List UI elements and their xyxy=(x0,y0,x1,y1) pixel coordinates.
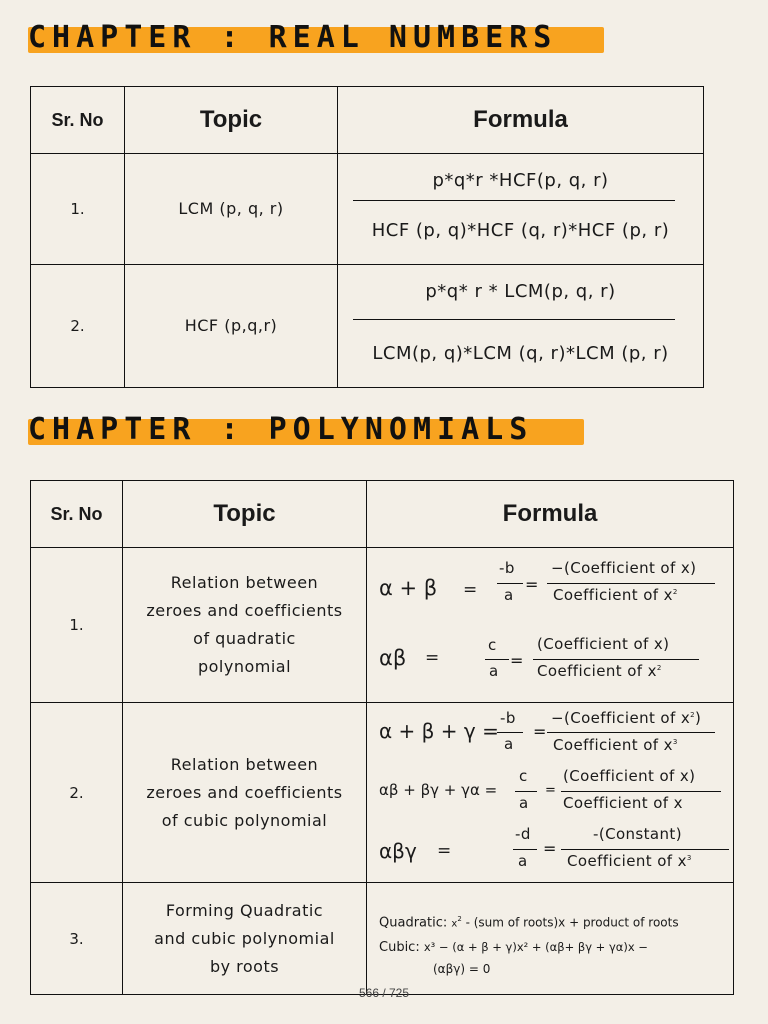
fraction-denominator: Coefficient of x xyxy=(563,794,683,812)
fraction-bar xyxy=(547,732,715,733)
fraction-bar xyxy=(497,732,523,733)
fraction xyxy=(338,265,703,387)
formula-block xyxy=(367,703,733,882)
topic-line: zeroes and coefficients xyxy=(146,782,343,802)
fraction-bar xyxy=(497,583,523,584)
header-formula: Formula xyxy=(367,481,734,548)
formula-cell xyxy=(367,883,734,995)
denominator-text: Coefficient of x xyxy=(553,586,673,604)
fraction-numerator: p*q*r *HCF(p, q, r) xyxy=(432,170,609,191)
topic-line: Relation between xyxy=(170,573,319,592)
header-sr-no: Sr. No xyxy=(31,87,125,154)
topic-line: zeroes and coefficients xyxy=(146,601,343,620)
equals-sign: = xyxy=(510,651,524,670)
fraction-bar xyxy=(547,583,715,584)
formula-cell xyxy=(367,703,734,883)
fraction-bar xyxy=(485,659,509,660)
equals-sign: = xyxy=(533,722,547,741)
quadratic-x: x xyxy=(451,918,458,930)
row-number: 2. xyxy=(31,703,123,883)
row-number: 1. xyxy=(31,548,123,703)
fraction-denominator: a xyxy=(504,735,514,753)
table-header-row xyxy=(31,481,734,548)
fraction-denominator xyxy=(553,736,678,754)
numerator-text: −(Coefficient of x xyxy=(551,709,691,727)
fraction-numerator: -b xyxy=(499,559,515,577)
cubic-line-1: x³ − (α + β + γ)x² + (αβ+ βγ + γα)x − xyxy=(423,940,648,954)
header-topic: Topic xyxy=(125,87,338,154)
denominator-text: Coefficient of x xyxy=(567,852,687,870)
polynomials-table xyxy=(30,480,734,995)
equals-sign: = xyxy=(545,783,556,798)
row-topic xyxy=(123,548,367,703)
superscript: 3 xyxy=(686,854,692,862)
row-number: 3. xyxy=(31,883,123,995)
fraction-denominator xyxy=(553,586,678,604)
superscript: 2 xyxy=(457,915,462,923)
equals-sign: = xyxy=(525,575,539,594)
equals-sign: = xyxy=(543,839,557,858)
superscript: 2 xyxy=(690,711,695,719)
fraction-numerator: -d xyxy=(515,825,531,843)
equals-sign: = xyxy=(463,580,478,600)
row-topic xyxy=(123,883,367,995)
fraction-denominator: LCM(p, q)*LCM (q, r)*LCM (p, r) xyxy=(372,343,669,364)
fraction-numerator: c xyxy=(488,636,497,654)
fraction-bar xyxy=(533,659,699,660)
fraction-numerator: (Coefficient of x) xyxy=(563,767,696,785)
fraction-numerator xyxy=(551,709,701,727)
fraction-denominator xyxy=(567,852,692,870)
fraction-denominator xyxy=(537,662,662,680)
header-formula: Formula xyxy=(338,87,704,154)
page-number: 566 / 725 xyxy=(358,986,410,1000)
row-number: 2. xyxy=(31,265,125,388)
row-number: 1. xyxy=(31,154,125,265)
fraction-bar xyxy=(353,319,675,320)
fraction-bar xyxy=(353,200,675,201)
quadratic-formula xyxy=(379,915,679,930)
superscript: 2 xyxy=(672,588,678,596)
fraction-bar xyxy=(513,849,537,850)
formula-lhs: αβγ xyxy=(379,839,417,863)
superscript: 3 xyxy=(672,738,678,746)
topic-line: of quadratic xyxy=(193,629,296,648)
topic-line: polynomial xyxy=(197,657,292,676)
quadratic-rest: - (sum of roots)x + product of roots xyxy=(461,915,679,930)
formula-cell xyxy=(338,154,704,265)
topic-line: of cubic polynomial xyxy=(161,810,328,830)
fraction-numerator: -(Constant) xyxy=(593,825,682,843)
row-topic: HCF (p,q,r) xyxy=(125,265,338,388)
formula-lhs: αβ + βγ + γα = xyxy=(379,781,498,799)
denominator-text: Coefficient of x xyxy=(553,736,673,754)
header-sr-no: Sr. No xyxy=(31,481,123,548)
fraction-numerator: c xyxy=(519,767,528,785)
fraction-denominator: a xyxy=(519,794,529,812)
fraction-numerator: (Coefficient of x) xyxy=(537,635,670,653)
fraction-numerator: p*q* r * LCM(p, q, r) xyxy=(425,281,616,302)
fraction xyxy=(338,154,703,264)
formula-block xyxy=(367,548,733,702)
formula-lhs: α + β + γ = xyxy=(379,719,499,743)
table-row xyxy=(31,883,734,995)
table-row xyxy=(31,548,734,703)
fraction-denominator: a xyxy=(504,586,514,604)
chapter-title: CHAPTER : REAL NUMBERS xyxy=(28,20,558,55)
table-row xyxy=(31,703,734,883)
table-row xyxy=(31,265,704,388)
fraction-bar xyxy=(561,791,721,792)
fraction-numerator: -b xyxy=(500,709,516,727)
topic-line: Forming Quadratic xyxy=(165,900,324,920)
fraction-denominator: HCF (p, q)*HCF (q, r)*HCF (p, r) xyxy=(371,220,670,241)
numerator-end: ) xyxy=(695,709,702,727)
topic-line: Relation between xyxy=(170,754,319,774)
cubic-line-2: (αβγ) = 0 xyxy=(433,962,491,976)
topic-line: and cubic polynomial xyxy=(154,928,335,948)
row-topic xyxy=(123,703,367,883)
equals-sign: = xyxy=(437,841,452,861)
table-row xyxy=(31,154,704,265)
fraction-denominator: a xyxy=(489,662,499,680)
fraction-bar xyxy=(561,849,729,850)
topic-line: by roots xyxy=(209,956,280,976)
formula-lhs: αβ xyxy=(379,646,407,670)
header-topic: Topic xyxy=(123,481,367,548)
chapter-heading-polynomials xyxy=(28,414,584,446)
cubic-label: Cubic: xyxy=(379,940,420,955)
cubic-formula xyxy=(379,940,648,955)
formula-cell xyxy=(338,265,704,388)
formula-block xyxy=(367,883,733,994)
quadratic-label: Quadratic: xyxy=(379,915,448,931)
real-numbers-table xyxy=(30,86,704,388)
row-topic: LCM (p, q, r) xyxy=(125,154,338,265)
fraction-bar xyxy=(515,791,537,792)
formula-lhs: α + β xyxy=(379,576,438,600)
fraction-numerator: −(Coefficient of x) xyxy=(551,559,697,577)
superscript: 2 xyxy=(656,664,662,672)
formula-cell xyxy=(367,548,734,703)
fraction-denominator: a xyxy=(518,852,528,870)
chapter-heading-real-numbers xyxy=(28,22,604,54)
table-header-row xyxy=(31,87,704,154)
denominator-text: Coefficient of x xyxy=(537,662,657,680)
chapter-title: CHAPTER : POLYNOMIALS xyxy=(28,412,534,447)
equals-sign: = xyxy=(425,648,440,668)
